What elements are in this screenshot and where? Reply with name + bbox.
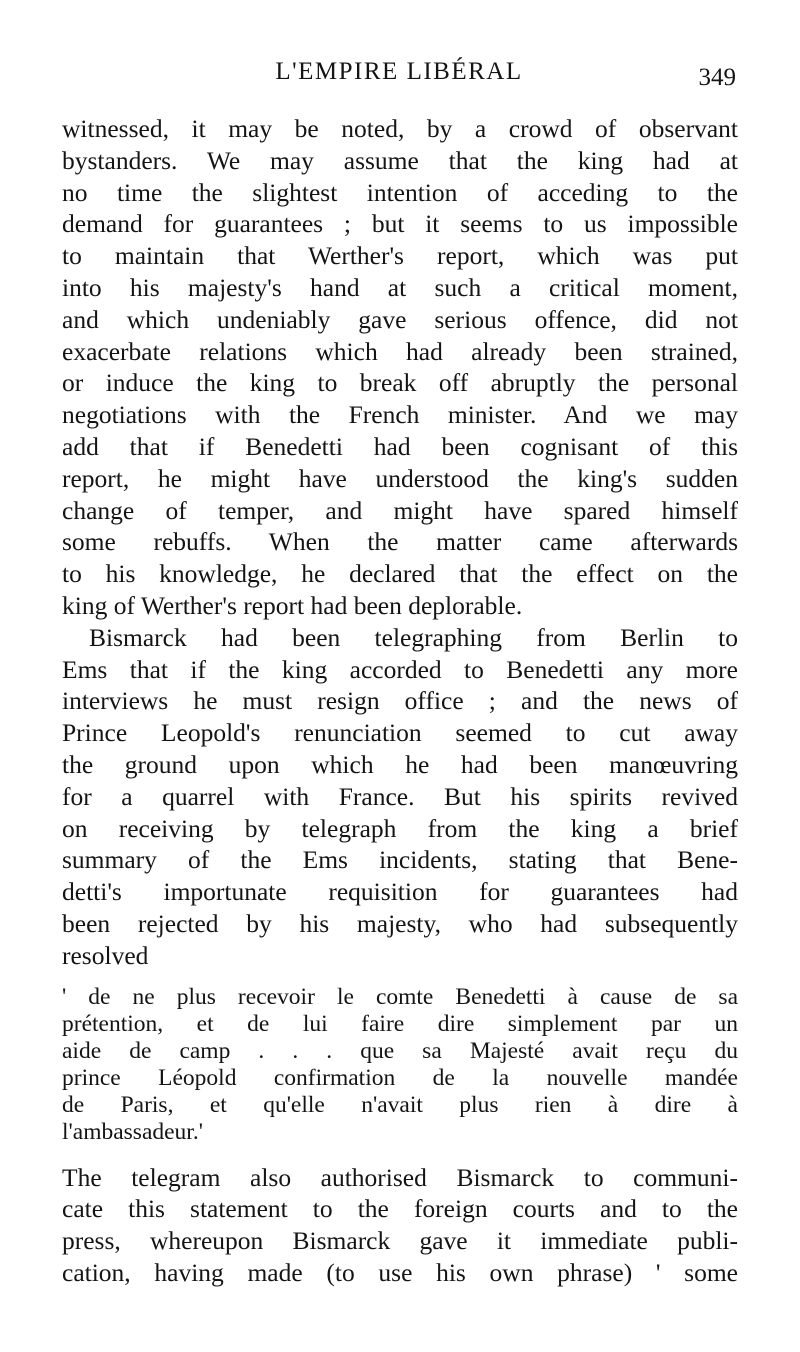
text-line: press, whereupon Bismarck gave it immediate publi- (62, 1226, 738, 1256)
text-line: summary of the Ems incidents, stating that Bene- (62, 845, 738, 875)
running-head (62, 58, 736, 98)
text-line: king of Werther's report had been deplorable. (62, 590, 523, 620)
text-line: some rebuffs. When the matter came afterwards (62, 527, 738, 557)
running-title: L'EMPIRE LIBÉRAL (275, 58, 523, 85)
text-line: or induce the king to break off abruptly the personal (62, 368, 738, 398)
text-line: detti's importunate requisition for guarantees had (62, 877, 738, 907)
text-line: Bismarck had been telegraphing from Berlin to (89, 622, 738, 652)
text-line: Ems that if the king accorded to Benedetti any more (62, 654, 738, 684)
text-line: The telegram also authorised Bismarck to communi- (62, 1162, 738, 1192)
text-line: report, he might have understood the king's sudden (62, 463, 738, 493)
text-line: change of temper, and might have spared himself (62, 495, 738, 525)
text-line: witnessed, it may be noted, by a crowd of observant (62, 114, 738, 143)
text-line: interviews he must resign office ; and the news of (62, 686, 738, 716)
text-line: demand for guarantees ; but it seems to us impossible (62, 209, 738, 239)
paragraph-3 (62, 1162, 738, 1289)
text-line: negotiations with the French minister. And we may (62, 400, 738, 430)
paragraph-1 (62, 113, 738, 622)
paragraph-2 (62, 622, 738, 972)
text-line: cate this statement to the foreign courts and to the (62, 1194, 738, 1224)
quote-line: de Paris, et qu'elle n'avait plus rien à dire à (62, 1091, 738, 1118)
text-line: no time the slightest intention of acceding to the (62, 177, 738, 207)
text-line: exacerbate relations which had already been strained, (62, 336, 738, 366)
text-line: to maintain that Werther's report, which was put (62, 241, 738, 271)
text-line: into his majesty's hand at such a critical moment, (62, 272, 738, 302)
text-line: the ground upon which he had been manœuvring (62, 749, 738, 779)
text-line: and which undeniably gave serious offence, did not (62, 304, 738, 334)
text-line: on receiving by telegraph from the king a brief (62, 813, 738, 843)
text-line: cation, having made (to use his own phrase) ' some (62, 1257, 738, 1287)
text-line: to his knowledge, he declared that the effect on the (62, 559, 738, 589)
quote-line: ' de ne plus recevoir le comte Benedetti à cause de sa (62, 983, 738, 1010)
text-line: for a quarrel with France. But his spirits revived (62, 781, 738, 811)
quote-line: aide de camp . . . que sa Majesté avait reçu du (62, 1037, 738, 1064)
quote-line: prince Léopold confirmation de la nouvelle mandée (62, 1064, 738, 1091)
text-line: add that if Benedetti had been cognisant of this (62, 431, 738, 461)
page-number: 349 (698, 64, 736, 91)
text-line: Prince Leopold's renunciation seemed to cut away (62, 718, 738, 748)
page-body (62, 113, 738, 1289)
text-line: been rejected by his majesty, who had subsequently (62, 908, 738, 938)
quote-line: prétention, et de lui faire dire simplement par un (62, 1010, 738, 1037)
text-line: resolved (62, 940, 149, 970)
quote-line: l'ambassadeur.' (62, 1118, 203, 1145)
block-quote (62, 984, 738, 1146)
text-line: bystanders. We may assume that the king had at (62, 145, 738, 175)
